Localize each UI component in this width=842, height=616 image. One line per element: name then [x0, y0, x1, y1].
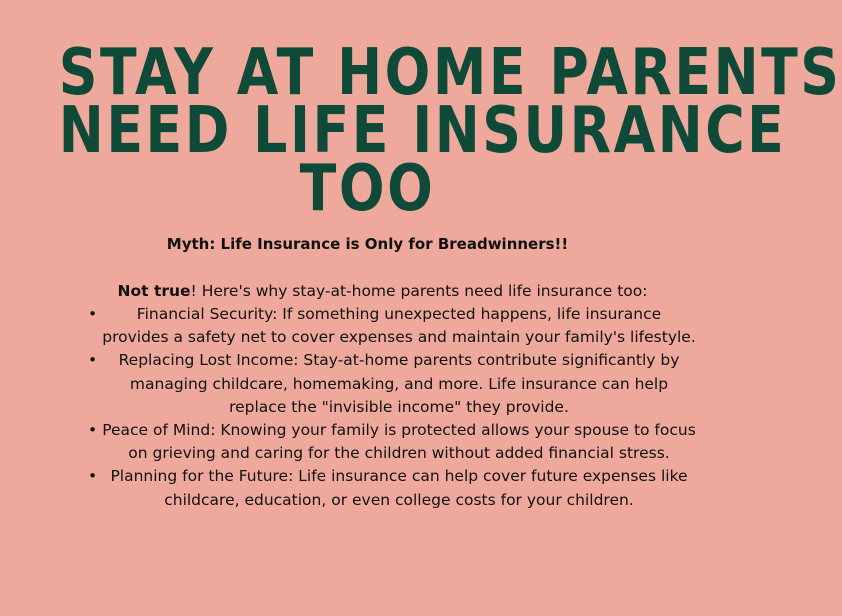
- intro-text: [0, 280, 765, 303]
- list-item: [88, 303, 696, 349]
- list-item: [88, 349, 696, 419]
- bullet-icon: •: [88, 351, 98, 370]
- list-item-text: Replacing Lost Income: Stay-at-home parents contribute significantly by managing childcare, homemaking, and more. Life insurance can help replace the "invisible income" they provide.: [118, 351, 680, 416]
- headline-line-2: NEED LIFE INSURANCE: [58, 94, 787, 168]
- headline-line-3: TOO: [299, 152, 436, 226]
- list-item-text: Planning for the Future: Life insurance can help cover future expenses like childcare, education, or even college costs for your children.: [110, 467, 688, 509]
- intro-bold: Not true: [117, 282, 191, 300]
- bullet-icon: •: [88, 467, 98, 486]
- intro-rest: ! Here's why stay-at-home parents need life insurance too:: [190, 282, 648, 300]
- headline-line-1: STAY AT HOME PARENTS: [58, 36, 842, 110]
- benefits-list: [88, 303, 696, 512]
- list-item: [88, 419, 696, 465]
- bullet-icon: •: [88, 305, 98, 323]
- list-item: [88, 465, 696, 511]
- list-item-text: Peace of Mind: Knowing your family is protected allows your spouse to focus on grieving and caring for the children without added financial stress.: [102, 421, 696, 463]
- headline: [58, 36, 842, 226]
- myth-subheading: Myth: Life Insurance is Only for Breadwinners!!: [166, 235, 569, 253]
- bullet-icon: •: [88, 421, 98, 440]
- list-item-text: Financial Security: If something unexpected happens, life insurance provides a safety net to cover expenses and maintain your family's lifestyle.: [102, 305, 696, 347]
